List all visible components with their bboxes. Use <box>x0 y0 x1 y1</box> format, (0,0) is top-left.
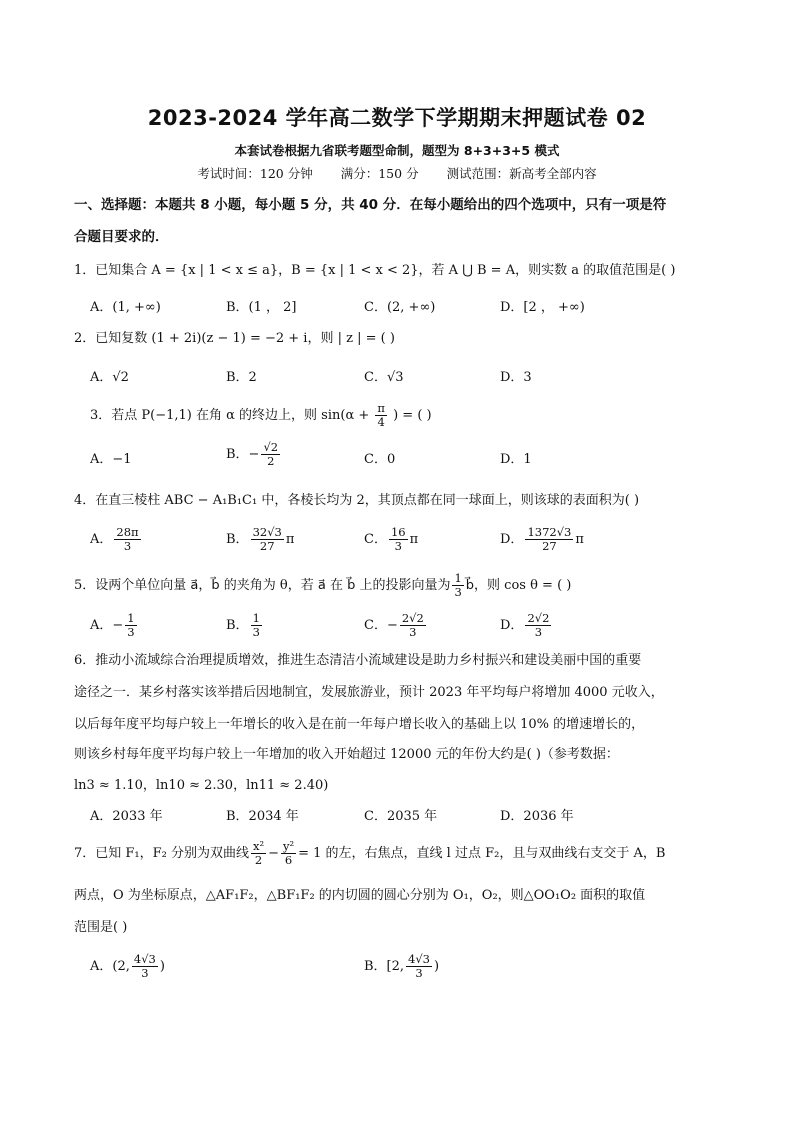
q6-option-d: D．2036 年 <box>500 809 574 824</box>
q3-option-b <box>226 441 282 468</box>
q6-option-b: B．2034 年 <box>226 809 299 824</box>
q3-frac-n: π <box>377 401 385 415</box>
q7-frac-1 <box>251 840 266 867</box>
q5-d-frac <box>525 612 551 639</box>
q5-stem-a: 5．设两个单位向量 a⃗，b⃗ 的夹角为 θ，若 a⃗ 在 b⃗ 上的投影向量为 <box>74 578 451 593</box>
q3-frac-d: 4 <box>377 415 385 429</box>
q5-a-pre: A．− <box>90 618 124 633</box>
exam-title: 2023-2024 学年高二数学下学期期末押题试卷 02 <box>147 106 647 130</box>
exam-score: 满分：150 分 <box>340 166 419 181</box>
q3-stem <box>90 402 740 429</box>
q4-d-pre: D． <box>500 532 524 547</box>
q1-option-b: B．(1 ， 2] <box>226 300 297 315</box>
q7-a-pre: A．(2, <box>90 959 130 974</box>
q6-line-1: 6．推动小流域综合治理提质增效，推进生态清洁小流域建设是助力乡村振兴和建设美丽中国的重要 <box>74 653 642 668</box>
section-heading-cont: 合题目要求的． <box>74 229 169 245</box>
q7-f1-n: x² <box>253 839 265 853</box>
q3-b-n: √2 <box>263 440 279 454</box>
q4-b-frac <box>251 526 284 553</box>
q4-b-d: 27 <box>259 539 275 553</box>
q5-c-d: 3 <box>409 625 417 639</box>
q7-line-1 <box>74 840 724 867</box>
q7-l1-a: 7．已知 F₁，F₂ 分别为双曲线 <box>74 846 249 861</box>
q7-option-a <box>90 953 165 980</box>
q6-line-5: ln3 ≈ 1.10，ln10 ≈ 2.30，ln11 ≈ 2.40) <box>74 778 329 793</box>
q3-b-pre: B．− <box>226 447 260 462</box>
q5-d-d: 3 <box>534 625 543 639</box>
q7-l1-b: = 1 的左，右焦点，直线 l 过点 F₂，且与双曲线右支交于 A，B <box>298 846 666 861</box>
q3-frac <box>375 402 387 429</box>
q4-d-frac <box>525 526 573 553</box>
q5-option-b <box>226 612 264 639</box>
q3-stem-a: 3．若点 P(−1,1) 在角 α 的终边上，则 sin(α + <box>90 408 370 423</box>
q5-a-d: 3 <box>127 625 135 639</box>
q5-a-n: 1 <box>127 611 135 625</box>
exam-subtitle: 本套试卷根据九省联考题型命制，题型为 8+3+3+5 模式 <box>234 143 560 158</box>
q5-a-frac <box>125 612 136 639</box>
q5-b-n: 1 <box>252 611 260 625</box>
q5-c-frac <box>400 612 426 639</box>
q2-option-a: A．√2 <box>90 370 129 385</box>
q2-option-b: B．2 <box>226 370 257 385</box>
q1-stem: 1．已知集合 A = {x | 1 < x ≤ a}，B = {x | 1 < x < 2}，若 A ⋃ B = A，则实数 a 的取值范围是( ) <box>74 263 676 278</box>
q3-option-d: D．1 <box>500 452 532 467</box>
q5-d-n: 2√2 <box>527 611 550 625</box>
q1-option-d: D．[2 ， +∞) <box>500 300 585 315</box>
q7-b-n: 4√3 <box>408 952 430 966</box>
q4-c-frac <box>389 526 408 553</box>
q5-frac-n: 1 <box>454 571 462 585</box>
q1-option-c: C．(2, +∞) <box>364 300 436 315</box>
q7-f1-d: 2 <box>254 853 263 867</box>
q4-option-d <box>500 526 584 553</box>
section-heading: 一、选择题：本题共 8 小题，每小题 5 分，共 40 分．在每小题给出的四个选项中，只有一项是符 <box>74 197 667 213</box>
q6-line-3: 以后每年度平均每户较上一年增长的收入是在前一年每户增长收入的基础上以 10% 的增速增长的， <box>74 717 645 732</box>
q5-b-pre: B． <box>226 618 249 633</box>
q7-b-frac <box>406 953 432 980</box>
q5-c-n: 2√2 <box>401 611 424 625</box>
q4-stem: 4．在直三棱柱 ABC − A₁B₁C₁ 中，各棱长均为 2，其顶点都在同一球面上，则该球的表面积为( ) <box>74 493 640 508</box>
q1-option-a: A．(1, +∞) <box>90 300 161 315</box>
q5-stem-b: b⃗，则 cos θ = ( ) <box>465 578 572 593</box>
q5-option-a <box>90 612 139 639</box>
q4-c-pre: C． <box>364 532 387 547</box>
q5-b-d: 3 <box>252 625 260 639</box>
q7-minus: − <box>268 846 280 861</box>
q7-option-b <box>364 953 439 980</box>
q4-d-n: 1372√3 <box>527 525 572 539</box>
q4-c-post: π <box>409 532 419 547</box>
q3-b-d: 2 <box>267 454 275 468</box>
q7-line-3: 范围是( ) <box>74 920 128 935</box>
q6-option-a: A．2033 年 <box>90 809 163 824</box>
q4-c-d: 3 <box>394 539 402 553</box>
q5-frac <box>452 572 463 599</box>
q3-stem-b: ) = ( ) <box>393 408 432 423</box>
q7-a-post: ) <box>159 959 165 974</box>
q5-c-pre: C．− <box>364 618 398 633</box>
q3-option-a: A．−1 <box>90 452 132 467</box>
q7-f2-d: 6 <box>284 853 293 867</box>
q3-b-frac <box>261 441 280 468</box>
exam-scope: 测试范围：新高考全部内容 <box>446 166 597 181</box>
q7-a-frac <box>132 953 158 980</box>
q7-b-post: ) <box>434 959 440 974</box>
q6-option-c: C．2035 年 <box>364 809 438 824</box>
exam-info <box>0 164 794 182</box>
q5-option-c <box>364 612 428 639</box>
q4-b-pre: B． <box>226 532 249 547</box>
q4-a-frac <box>114 526 140 553</box>
q4-b-post: π <box>285 532 295 547</box>
q4-d-post: π <box>575 532 584 547</box>
q7-a-n: 4√3 <box>133 952 156 966</box>
q4-c-n: 16 <box>390 525 406 539</box>
q7-f2-n: y² <box>283 839 295 853</box>
q3-option-c: C．0 <box>364 452 396 467</box>
q7-line-2: 两点，O 为坐标原点，△AF₁F₂，△BF₁F₂ 的内切圆的圆心分别为 O₁，O₂，则△OO₁O₂ 面积的取值 <box>74 888 646 903</box>
q4-option-b <box>226 526 294 553</box>
q2-option-d: D．3 <box>500 370 532 385</box>
q7-b-d: 3 <box>415 966 423 980</box>
q4-a-d: 3 <box>123 539 132 553</box>
q6-line-2: 途径之一．某乡村落实该举措后因地制宜，发展旅游业，预计 2023 年平均每户将增加 4000 元收入， <box>74 685 664 700</box>
q4-option-c <box>364 526 418 553</box>
q4-b-n: 32√3 <box>252 525 282 539</box>
q5-option-d <box>500 612 553 639</box>
q5-stem <box>74 572 724 599</box>
q4-a-n: 28π <box>116 525 139 539</box>
q7-b-pre: B．[2, <box>364 959 405 974</box>
q5-d-pre: D． <box>500 618 524 633</box>
q4-option-a <box>90 526 143 553</box>
q2-option-c: C．√3 <box>364 370 404 385</box>
q5-frac-d: 3 <box>454 585 462 599</box>
q6-line-4: 则该乡村每年度平均每户较上一年增加的收入开始超过 12000 元的年份大约是( )（参考数据： <box>74 747 619 762</box>
q4-a-pre: A． <box>90 532 113 547</box>
q7-frac-2 <box>281 840 296 867</box>
q2-stem: 2．已知复数 (1 + 2i)(z − 1) = −2 + i，则 | z | = ( ) <box>74 331 395 346</box>
q7-a-d: 3 <box>141 966 149 980</box>
exam-time: 考试时间：120 分钟 <box>197 166 313 181</box>
q4-d-d: 27 <box>542 539 557 553</box>
q5-b-frac <box>251 612 262 639</box>
